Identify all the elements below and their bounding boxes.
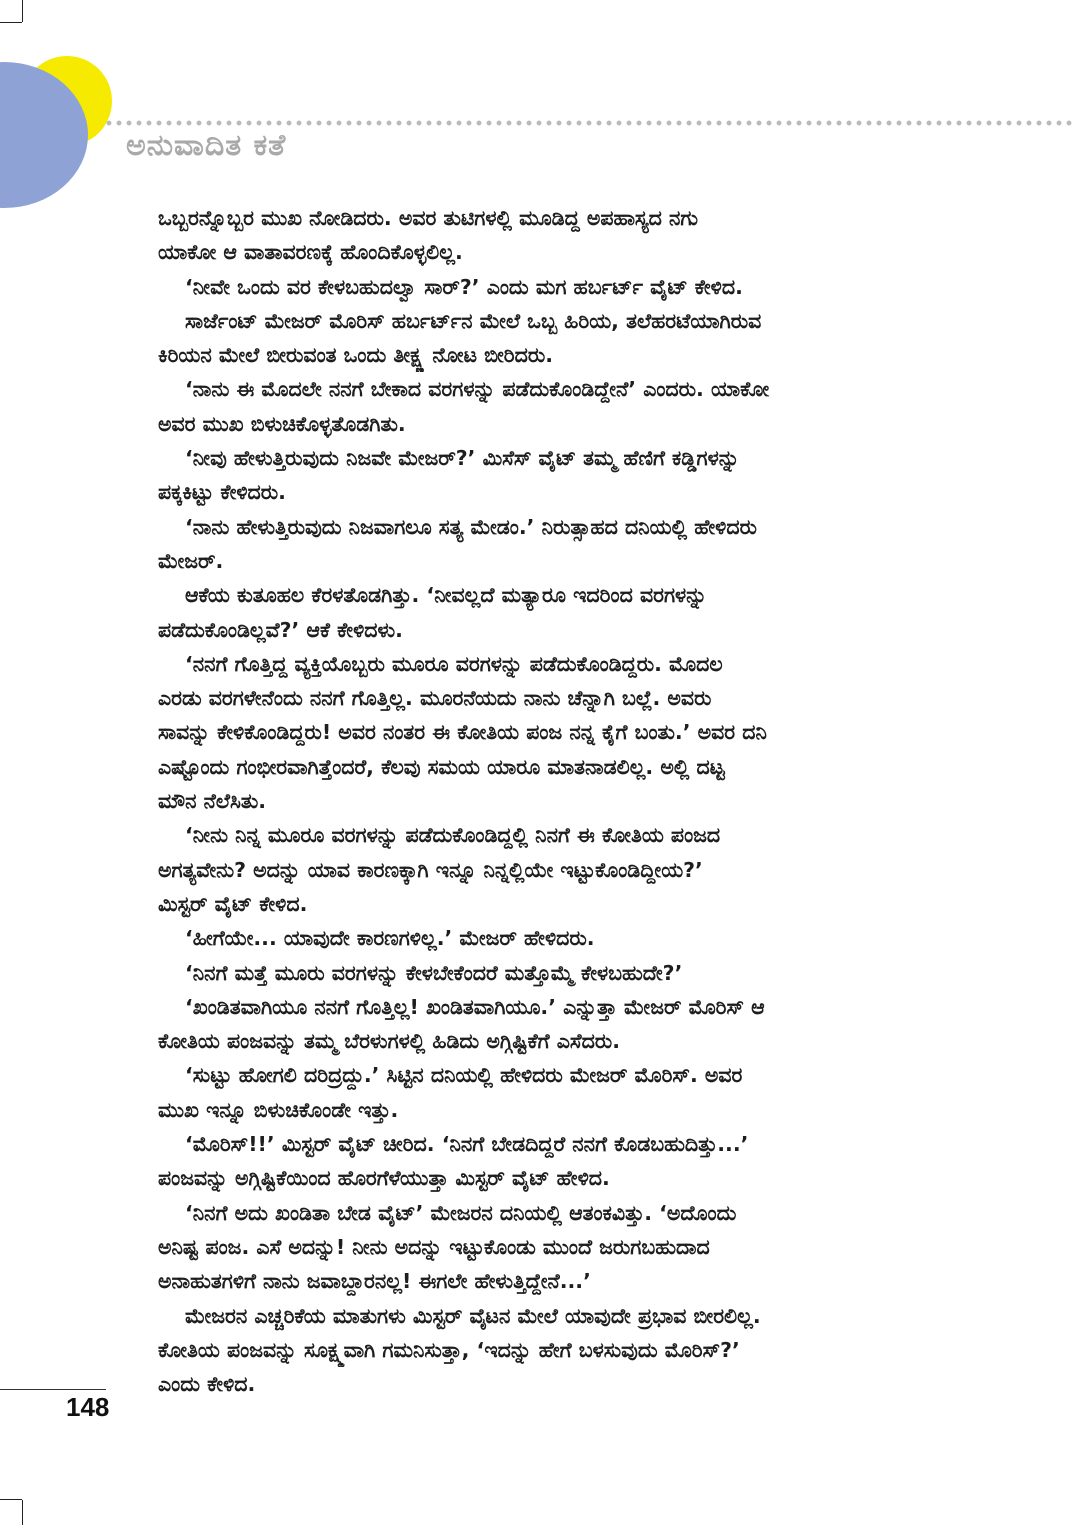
text-line: ಪಂಜವನ್ನು ಅಗ್ಗಿಷ್ಟಿಕೆಯಿಂದ ಹೊರಗೆಳೆಯುತ್ತಾ ಮಿಸ್ಟರ್ ವೈಟ್ ಹೇಳಿದ. [158, 1166, 610, 1191]
crop-mark-top [22, 0, 23, 22]
text-line: ‘ನೀವು ಹೇಳುತ್ತಿರುವುದು ನಿಜವೇ ಮೇಜರ್?’ ಮಿಸೆಸ್ ವೈಟ್ ತಮ್ಮ ಹೆಣಿಗೆ ಕಡ್ಡಿಗಳನ್ನು [185, 446, 740, 471]
text-line: ‘ನಿನಗೆ ಮತ್ತೆ ಮೂರು ವರಗಳನ್ನು ಕೇಳಬೇಕೆಂದರೆ ಮತ್ತೊಮ್ಮೆ ಕೇಳಬಹುದೇ?’ [185, 960, 683, 985]
text-line: ಪಡೆದುಕೊಂಡಿಲ್ಲವೆ?’ ಆಕೆ ಕೇಳಿದಳು. [158, 617, 403, 642]
text-line: ಕೋತಿಯ ಪಂಜವನ್ನು ತಮ್ಮ ಬೆರಳುಗಳಲ್ಲಿ ಹಿಡಿದು ಅಗ್ಗಿಷ್ಟಿಕೆಗೆ ಎಸೆದರು. [158, 1029, 620, 1054]
text-line: ಆಕೆಯ ಕುತೂಹಲ ಕೆರಳತೊಡಗಿತ್ತು. ‘ನೀವಲ್ಲದೆ ಮತ್ಯಾರೂ ಇದರಿಂದ ವರಗಳನ್ನು [185, 583, 707, 608]
text-line: ಎರಡು ವರಗಳೇನೆಂದು ನನಗೆ ಗೊತ್ತಿಲ್ಲ. ಮೂರನೆಯದು ನಾನು ಚೆನ್ನಾಗಿ ಬಲ್ಲೆ. ಅವರು [158, 686, 712, 711]
text-line: ಅಗತ್ಯವೇನು? ಅದನ್ನು ಯಾವ ಕಾರಣಕ್ಕಾಗಿ ಇನ್ನೂ ನಿನ್ನಲ್ಲಿಯೇ ಇಟ್ಟುಕೊಂಡಿದ್ದೀಯ?’ [158, 857, 703, 882]
crop-mark-bottom-h [0, 1499, 22, 1500]
text-line: ‘ನಾನು ಹೇಳುತ್ತಿರುವುದು ನಿಜವಾಗಲೂ ಸತ್ಯ ಮೇಡಂ.’ ನಿರುತ್ಸಾಹದ ದನಿಯಲ್ಲಿ ಹೇಳಿದರು [185, 514, 757, 539]
text-line: ಎಷ್ಟೊಂದು ಗಂಭೀರವಾಗಿತ್ತೆಂದರೆ, ಕೆಲವು ಸಮಯ ಯಾರೂ ಮಾತನಾಡಲಿಲ್ಲ. ಅಲ್ಲಿ ದಟ್ಟ [158, 754, 725, 779]
text-line: ಅನಿಷ್ಟ ಪಂಜ. ಎಸೆ ಅದನ್ನು! ನೀನು ಅದನ್ನು ಇಟ್ಟುಕೊಂಡು ಮುಂದೆ ಜರುಗಬಹುದಾದ [158, 1234, 710, 1259]
crop-mark-top-h [0, 22, 22, 23]
text-line: ‘ನೀನು ನಿನ್ನ ಮೂರೂ ವರಗಳನ್ನು ಪಡೆದುಕೊಂಡಿದ್ದಲ್ಲಿ ನಿನಗೆ ಈ ಕೋತಿಯ ಪಂಜದ [185, 823, 721, 848]
text-line: ‘ನಾನು ಈ ಮೊದಲೇ ನನಗೆ ಬೇಕಾದ ವರಗಳನ್ನು ಪಡೆದುಕೊಂಡಿದ್ದೇನೆ’ ಎಂದರು. ಯಾಕೋ [185, 377, 770, 402]
text-line: ಕಿರಿಯನ ಮೇಲೆ ಬೀರುವಂತ ಒಂದು ತೀಕ್ಷ್ಣ ನೋಟ ಬೀರಿದರು. [158, 343, 554, 368]
text-line: ‘ನನಗೆ ಗೊತ್ತಿದ್ದ ವ್ಯಕ್ತಿಯೊಬ್ಬರು ಮೂರೂ ವರಗಳನ್ನು ಪಡೆದುಕೊಂಡಿದ್ದರು. ಮೊದಲ [185, 651, 723, 676]
text-line: ‘ನಿನಗೆ ಅದು ಖಂಡಿತಾ ಬೇಡ ವೈಟ್’ ಮೇಜರನ ದನಿಯಲ್ಲಿ ಆತಂಕವಿತ್ತು. ‘ಅದೊಂದು [185, 1200, 737, 1225]
page-number: 148 [66, 1392, 110, 1422]
text-line: ಅನಾಹುತಗಳಿಗೆ ನಾನು ಜವಾಬ್ದಾರನಲ್ಲ! ಈಗಲೇ ಹೇಳುತ್ತಿದ್ದೇನೆ...’ [158, 1269, 591, 1294]
story-body [158, 201, 918, 1401]
text-line: ಎಂದು ಕೇಳಿದ. [158, 1372, 256, 1397]
dotted-rule [104, 120, 1072, 126]
crop-mark-bottom [22, 1500, 23, 1525]
text-line: ಮಿಸ್ಟರ್ ವೈಟ್ ಕೇಳಿದ. [158, 891, 308, 916]
text-line: ‘ಖಂಡಿತವಾಗಿಯೂ ನನಗೆ ಗೊತ್ತಿಲ್ಲ! ಖಂಡಿತವಾಗಿಯೂ.’ ಎನ್ನುತ್ತಾ ಮೇಜರ್ ಮೊರಿಸ್ ಆ [185, 994, 765, 1019]
text-line: ‘ನೀವೇ ಒಂದು ವರ ಕೇಳಬಹುದಲ್ವಾ ಸಾರ್?’ ಎಂದು ಮಗ ಹರ್ಬರ್ಟ್ ವೈಟ್ ಕೇಳಿದ. [185, 274, 743, 299]
section-title: ಅನುವಾದಿತ ಕತೆ [126, 128, 287, 163]
text-line: ಮೇಜರ್. [158, 548, 224, 573]
text-line: ಒಬ್ಬರನ್ನೊಬ್ಬರ ಮುಖ ನೋಡಿದರು. ಅವರ ತುಟಿಗಳಲ್ಲಿ ಮೂಡಿದ್ದ ಅಪಹಾಸ್ಯದ ನಗು [158, 206, 699, 230]
text-line: ‘ಮೊರಿಸ್!!’ ಮಿಸ್ಟರ್ ವೈಟ್ ಚೀರಿದ. ‘ನಿನಗೆ ಬೇಡದಿದ್ದರೆ ನನಗೆ ಕೊಡಬಹುದಿತ್ತು...’ [185, 1132, 749, 1157]
text-line: ಮೇಜರನ ಎಚ್ಚರಿಕೆಯ ಮಾತುಗಳು ಮಿಸ್ಟರ್ ವೈಟನ ಮೇಲೆ ಯಾವುದೇ ಪ್ರಭಾವ ಬೀರಲಿಲ್ಲ. [185, 1303, 761, 1328]
text-line: ‘ಹೀಗೆಯೇ... ಯಾವುದೇ ಕಾರಣಗಳಿಲ್ಲ.’ ಮೇಜರ್ ಹೇಳಿದರು. [185, 926, 595, 951]
text-line: ‘ಸುಟ್ಟು ಹೋಗಲಿ ದರಿದ್ರದ್ದು.’ ಸಿಟ್ಟಿನ ದನಿಯಲ್ಲಿ ಹೇಳಿದರು ಮೇಜರ್ ಮೊರಿಸ್. ಅವರ [185, 1063, 743, 1088]
text-line: ಅವರ ಮುಖ ಬಿಳುಚಿಕೊಳ್ಳತೊಡಗಿತು. [158, 411, 406, 436]
text-line: ಮೌನ ನೆಲೆಸಿತು. [158, 789, 267, 814]
page-number-rule [0, 1389, 106, 1390]
text-line: ಪಕ್ಕಕಿಟ್ಟು ಕೇಳಿದರು. [158, 480, 286, 505]
text-line: ಸಾವನ್ನು ಕೇಳಿಕೊಂಡಿದ್ದರು! ಅವರ ನಂತರ ಈ ಕೋತಿಯ ಪಂಜ ನನ್ನ ಕೈಗೆ ಬಂತು.’ ಅವರ ದನಿ [158, 720, 767, 745]
text-line: ಯಾಕೋ ಆ ವಾತಾವರಣಕ್ಕೆ ಹೊಂದಿಕೊಳ್ಳಲಿಲ್ಲ. [158, 240, 463, 265]
text-line: ಕೋತಿಯ ಪಂಜವನ್ನು ಸೂಕ್ಷ್ಮವಾಗಿ ಗಮನಿಸುತ್ತಾ, ‘ಇದನ್ನು ಹೇಗೆ ಬಳಸುವುದು ಮೊರಿಸ್?’ [158, 1337, 740, 1362]
text-line: ಮುಖ ಇನ್ನೂ ಬಿಳುಚಿಕೊಂಡೇ ಇತ್ತು. [158, 1097, 399, 1122]
text-line: ಸಾರ್ಜೆಂಟ್ ಮೇಜರ್ ಮೊರಿಸ್ ಹರ್ಬರ್ಟ್‌ನ ಮೇಲೆ ಒಬ್ಬ ಹಿರಿಯ, ತಲೆಹರಟೆಯಾಗಿರುವ [185, 308, 762, 333]
